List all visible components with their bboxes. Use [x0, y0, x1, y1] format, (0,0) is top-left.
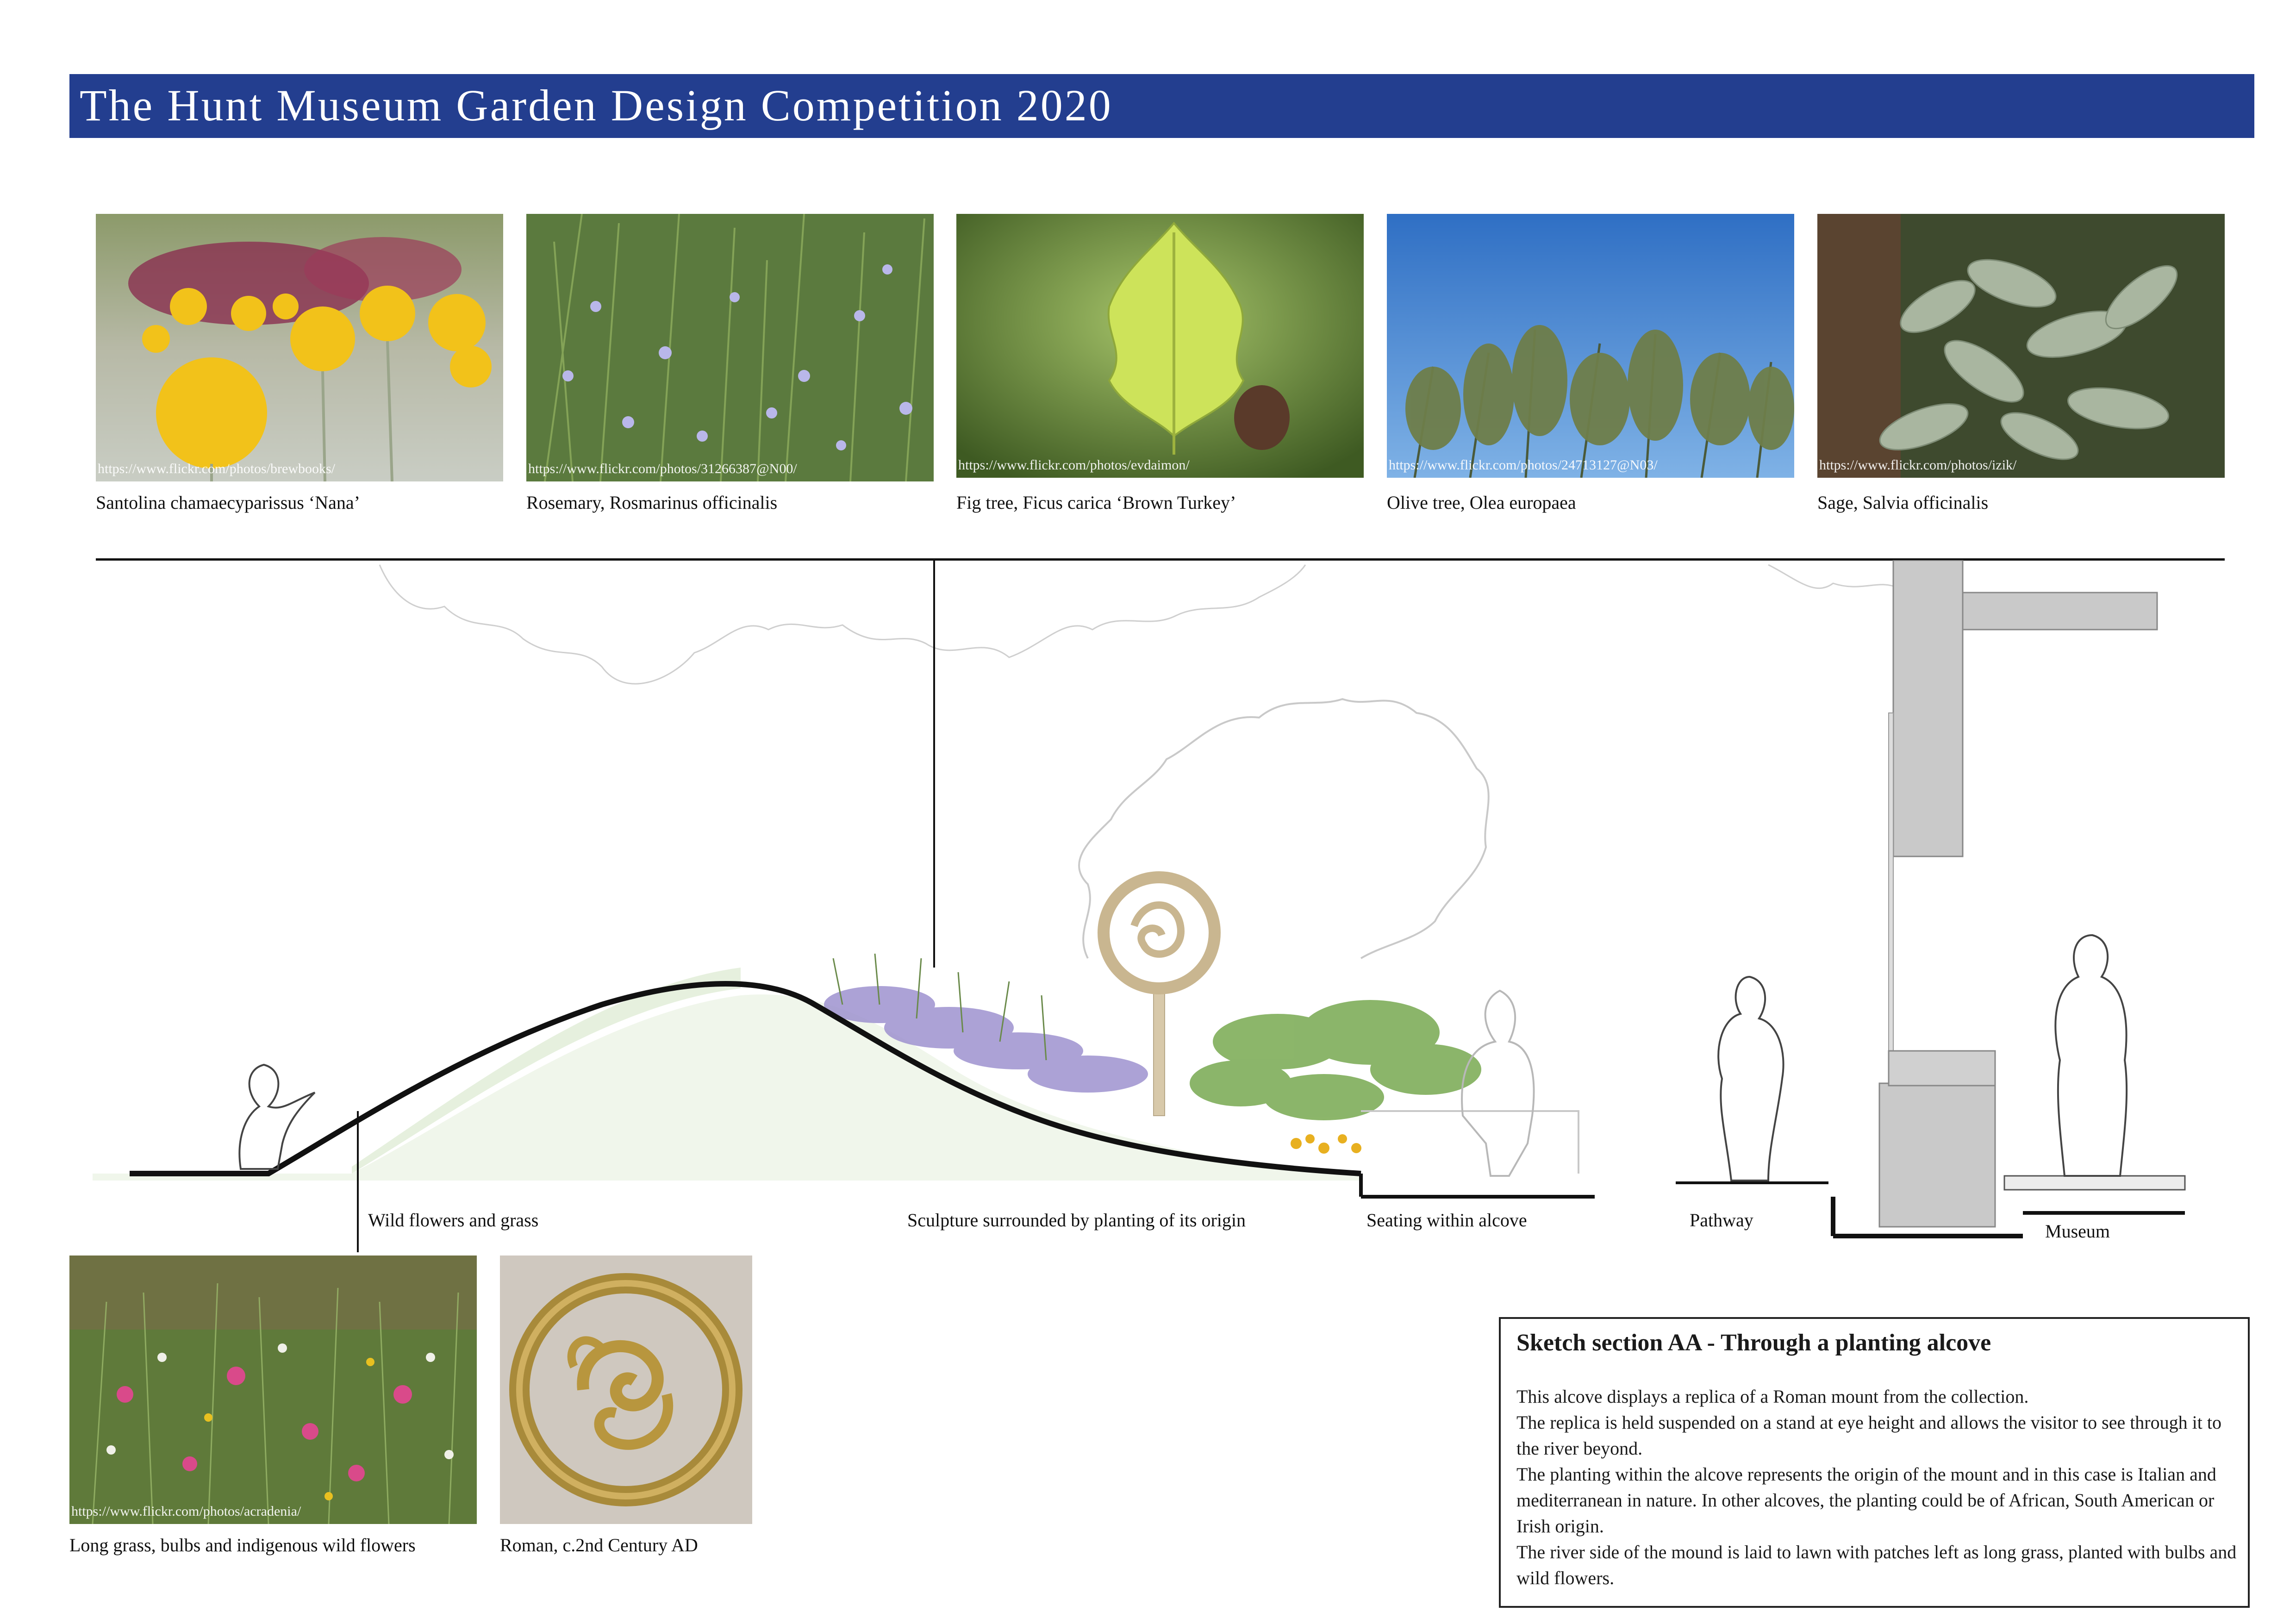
- label-pathway: Pathway: [1690, 1210, 1753, 1230]
- photo-caption: Roman, c.2nd Century AD: [500, 1535, 698, 1555]
- description-title: Sketch section AA - Through a planting alcove: [1516, 1330, 1991, 1356]
- description-box: [1499, 1317, 2250, 1608]
- wildflowers-photo: [69, 1255, 477, 1524]
- sage-photo: [1817, 214, 2225, 478]
- photo-credit: https://www.flickr.com/photos/izik/: [1819, 457, 2017, 473]
- sketch-section-drawing: [93, 560, 2222, 1264]
- photo-caption: Long grass, bulbs and indigenous wild flowers: [69, 1535, 416, 1555]
- photo-caption: Sage, Salvia officinalis: [1817, 492, 1989, 513]
- fig-photo: [956, 214, 1364, 478]
- photo-credit: https://www.flickr.com/photos/brewbooks/: [98, 461, 336, 476]
- photo-caption: Rosemary, Rosmarinus officinalis: [526, 492, 778, 513]
- roman-mount-photo: [500, 1255, 752, 1524]
- photo-caption: Santolina chamaecyparissus ‘Nana’: [96, 492, 360, 513]
- photo-caption: Olive tree, Olea europaea: [1387, 492, 1576, 513]
- santolina-photo: [96, 214, 503, 481]
- photo-credit: https://www.flickr.com/photos/31266387@N00/: [528, 461, 797, 476]
- description-text: [1516, 1384, 2239, 1591]
- description-paragraph: The replica is held suspended on a stand at eye height and allows the visitor to see through it to the river beyond.: [1516, 1412, 2221, 1459]
- label-sculpture: Sculpture surrounded by planting of its origin: [907, 1210, 1246, 1230]
- photo-credit: https://www.flickr.com/photos/24713127@N03/: [1389, 457, 1658, 473]
- description-paragraph: This alcove displays a replica of a Roman mount from the collection.: [1516, 1386, 2029, 1407]
- rosemary-photo: [526, 214, 934, 481]
- label-museum: Museum: [2045, 1221, 2110, 1242]
- page-title: The Hunt Museum Garden Design Competition 2020: [80, 81, 1113, 130]
- description-paragraph: The planting within the alcove represents the origin of the mount and in this case is Italian and mediterranean in nature. In other alcoves, the planting could be of African, South American or Irish origin.: [1516, 1464, 2216, 1537]
- description-paragraph: The river side of the mound is laid to lawn with patches left as long grass, planted with bulbs and wild flowers.: [1516, 1542, 2237, 1588]
- label-seating: Seating within alcove: [1366, 1210, 1527, 1230]
- photo-credit: https://www.flickr.com/photos/acradenia/: [71, 1504, 301, 1519]
- olive-photo: [1387, 214, 1794, 478]
- label-wildflowers: Wild flowers and grass: [368, 1210, 539, 1230]
- photo-caption: Fig tree, Ficus carica ‘Brown Turkey’: [956, 492, 1236, 513]
- photo-credit: https://www.flickr.com/photos/evdaimon/: [958, 457, 1190, 473]
- title-banner: [69, 74, 2254, 138]
